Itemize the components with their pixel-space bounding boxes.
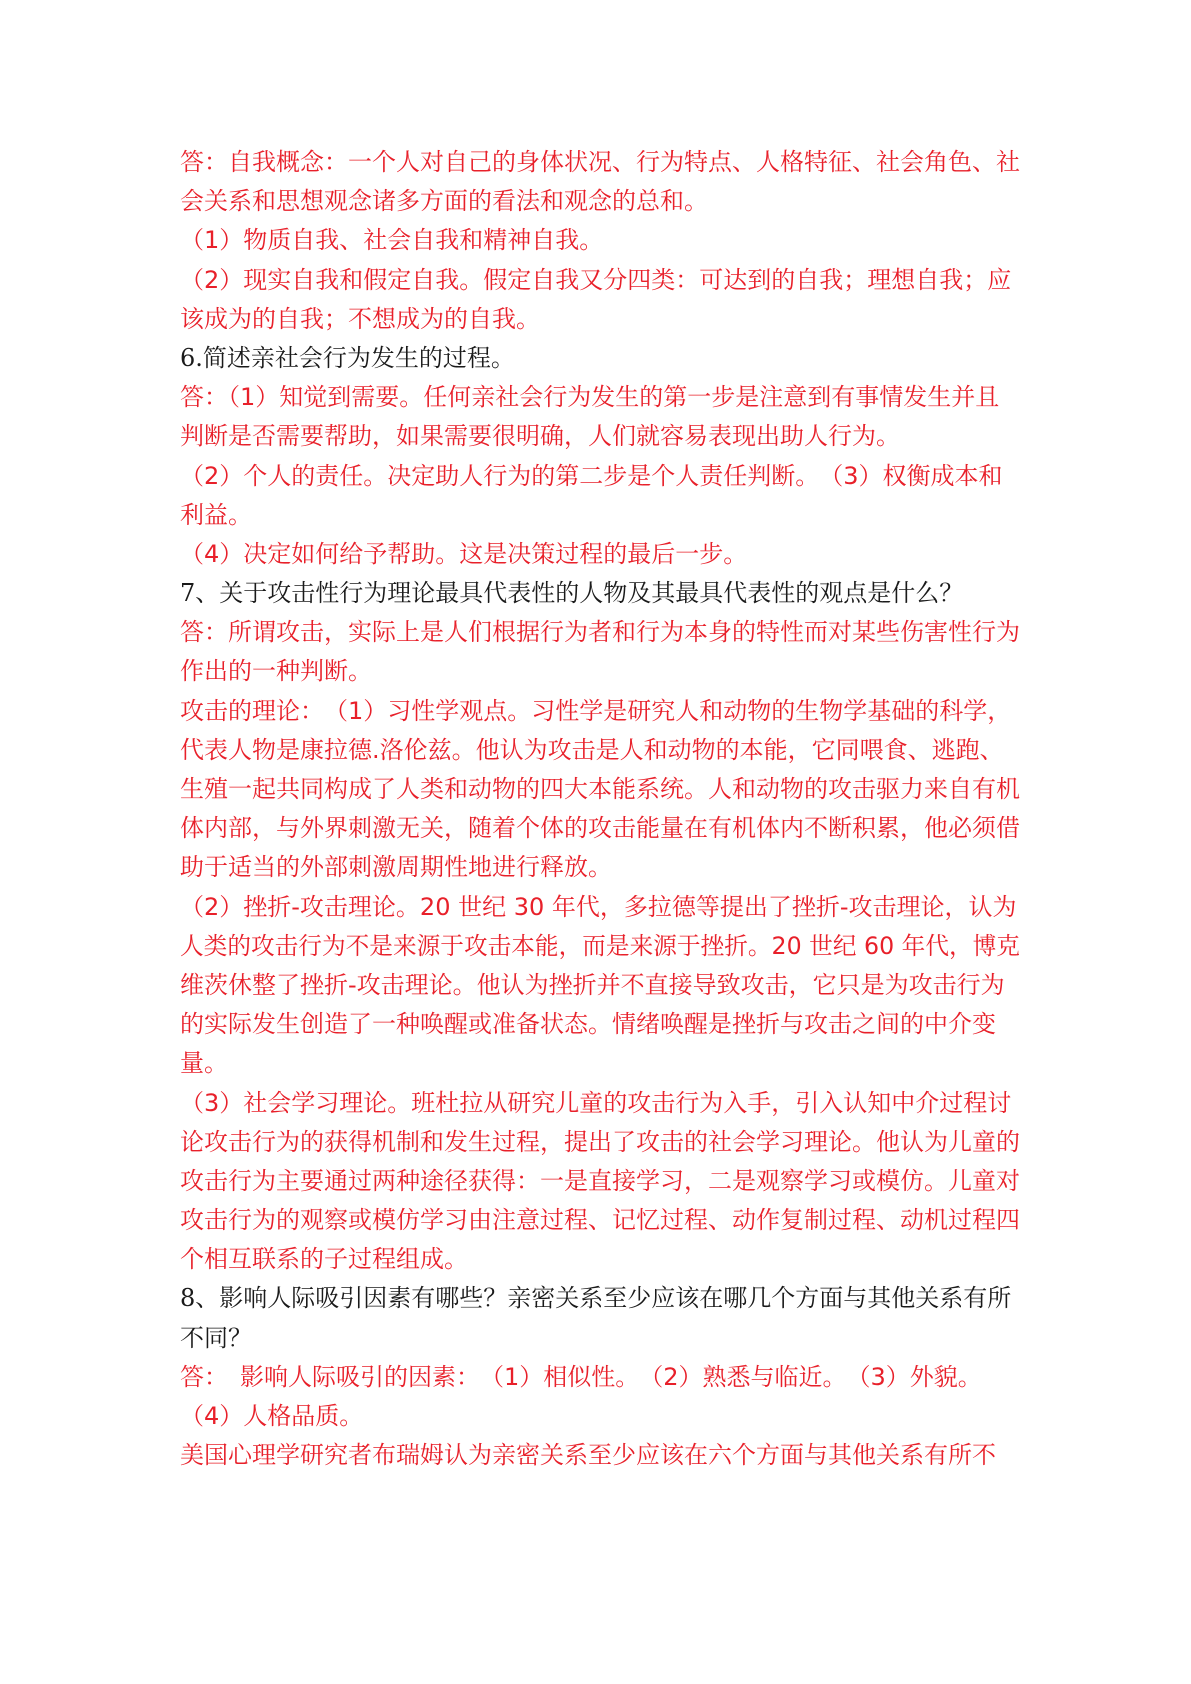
answer-line: 美国心理学研究者布瑞姆认为亲密关系至少应该在六个方面与其他关系有所不 <box>180 1441 996 1470</box>
answer-line: 作出的一种判断。 <box>180 657 372 686</box>
answer-line: 个相互联系的子过程组成。 <box>180 1245 468 1274</box>
answer-line: （2）个人的责任。决定助人行为的第二步是个人责任判断。 （3）权衡成本和 <box>180 461 1003 490</box>
answer-line: 答：（1）知觉到需要。任何亲社会行为发生的第一步是注意到有事情发生并且 <box>180 383 1000 412</box>
answer-line: 会关系和思想观念诸多方面的看法和观念的总和。 <box>180 187 708 216</box>
answer-line: 论攻击行为的获得机制和发生过程，提出了攻击的社会学习理论。他认为儿童的 <box>180 1127 1020 1156</box>
answer-line: （4）决定如何给予帮助。这是决策过程的最后一步。 <box>180 539 748 568</box>
answer-line: （3）社会学习理论。班杜拉从研究儿童的攻击行为入手，引入认知中介过程讨 <box>180 1088 1012 1117</box>
answer-line: 助于适当的外部刺激周期性地进行释放。 <box>180 853 612 882</box>
answer-line: 攻击行为主要通过两种途径获得：一是直接学习，二是观察学习或模仿。儿童对 <box>180 1166 1020 1195</box>
answer-line: 攻击的理论： （1）习性学观点。习性学是研究人和动物的生物学基础的科学， <box>180 696 1012 725</box>
answer-line: 体内部，与外界刺激无关，随着个体的攻击能量在有机体内不断积累，他必须借 <box>180 814 1020 843</box>
question-line: 不同？ <box>180 1323 252 1352</box>
question-line: 6.简述亲社会行为发生的过程。 <box>180 343 515 372</box>
answer-line: 答：自我概念：一个人对自己的身体状况、行为特点、人格特征、社会角色、社 <box>180 148 1020 176</box>
answer-line: 量。 <box>180 1049 228 1078</box>
answer-line: 维茨休整了挫折-攻击理论。他认为挫折并不直接导致攻击，它只是为攻击行为 <box>180 970 1005 999</box>
answer-line: 的实际发生创造了一种唤醒或准备状态。情绪唤醒是挫折与攻击之间的中介变 <box>180 1010 996 1039</box>
answer-line: 攻击行为的观察或模仿学习由注意过程、记忆过程、动作复制过程、动机过程四 <box>180 1206 1020 1235</box>
question-line: 7、关于攻击性行为理论最具代表性的人物及其最具代表性的观点是什么？ <box>180 579 964 608</box>
answer-line: 该成为的自我；不想成为的自我。 <box>180 304 540 333</box>
answer-line: 代表人物是康拉德.洛伦兹。他认为攻击是人和动物的本能，它同喂食、逃跑、 <box>180 735 1004 764</box>
answer-line: 答：所谓攻击，实际上是人们根据行为者和行为本身的特性而对某些伤害性行为 <box>180 618 1020 647</box>
answer-line: 判断是否需要帮助，如果需要很明确，人们就容易表现出助人行为。 <box>180 422 900 451</box>
question-line: 8、影响人际吸引因素有哪些？亲密关系至少应该在哪几个方面与其他关系有所 <box>180 1284 1012 1313</box>
answer-line: （4）人格品质。 <box>180 1402 364 1430</box>
answer-line: 人类的攻击行为不是来源于攻击本能，而是来源于挫折。20 世纪 60 年代，博克 <box>180 931 1020 960</box>
answer-line: （2）现实自我和假定自我。假定自我又分四类：可达到的自我；理想自我；应 <box>180 265 1012 294</box>
answer-line: 答： 影响人际吸引的因素： （1）相似性。 （2）熟悉与临近。 （3）外貌。 <box>180 1362 982 1391</box>
answer-line: 生殖一起共同构成了人类和动物的四大本能系统。人和动物的攻击驱力来自有机 <box>180 775 1020 803</box>
document-body <box>180 143 1020 1475</box>
answer-line: 利益。 <box>180 500 252 529</box>
answer-line: （2）挫折-攻击理论。20 世纪 30 年代，多拉德等提出了挫折-攻击理论，认为 <box>180 892 1017 921</box>
answer-line: （1）物质自我、社会自我和精神自我。 <box>180 226 604 255</box>
